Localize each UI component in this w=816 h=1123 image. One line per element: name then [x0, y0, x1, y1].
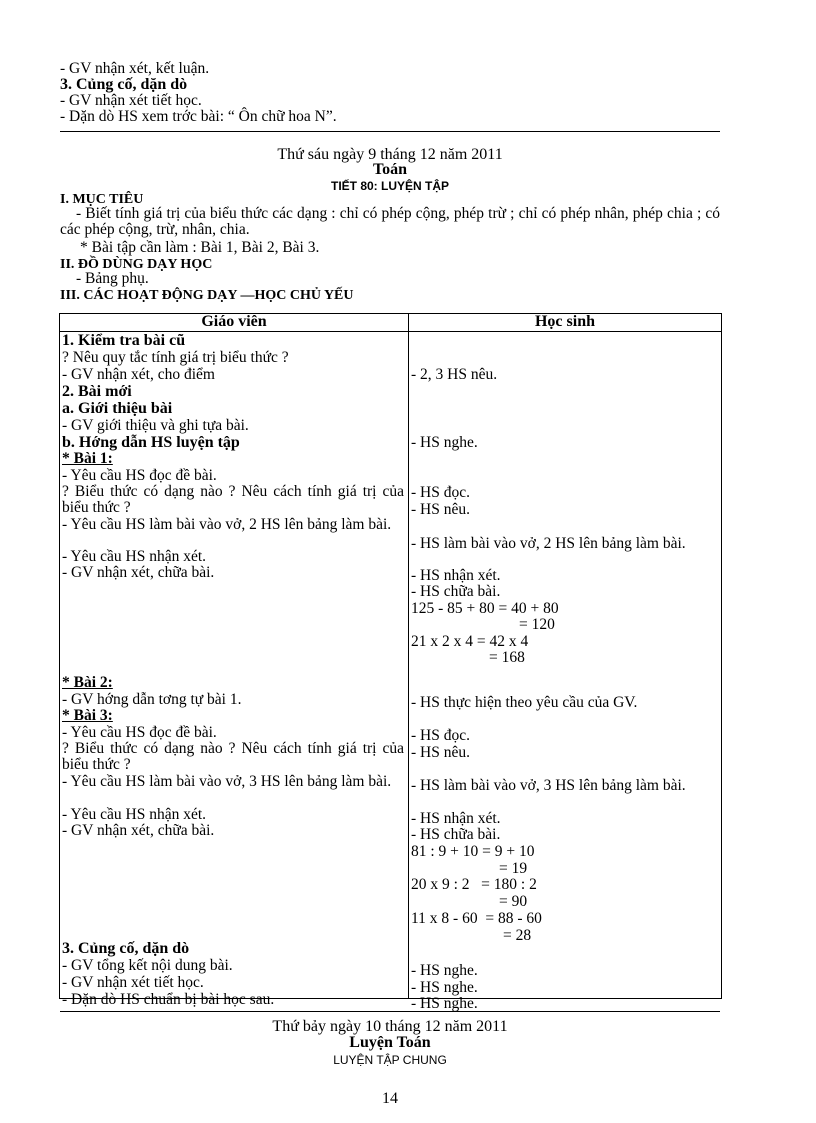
top-line-3: - Dặn dò HS xem trớc bài: “ Ôn chữ hoa N”. — [60, 108, 337, 125]
muc-tieu-text: - Biết tính giá trị của biểu thức các dạng : chỉ có phép cộng, phép trừ ; chỉ có phép nhân, phép chia ; có các phép cộng, trừ, nhân, chia. — [60, 205, 720, 238]
hs-gt: - HS nghe. — [411, 434, 478, 451]
gv-hd-title: b. Hớng dẫn HS luyện tập — [62, 434, 240, 451]
page-number: 14 — [382, 1090, 398, 1107]
hs-b3-expr3-result: = 28 — [503, 927, 532, 944]
gv-b3-l4: - Yêu cầu HS nhận xét. — [62, 806, 207, 823]
top-line-1: - GV nhận xét, kết luận. — [60, 60, 210, 77]
hs-b3-nx: - HS nhận xét. — [411, 810, 501, 827]
divider-2 — [60, 1011, 720, 1012]
day1-subject: Toán — [372, 161, 408, 178]
gv-b3-l1: - Yêu cầu HS đọc đề bài. — [62, 724, 217, 741]
hs-b3-lam: - HS làm bài vào vở, 3 HS lên bảng làm bài. — [411, 777, 686, 794]
gv-b2-title: * Bài 2: — [62, 674, 113, 691]
hs-b1-expr2: 21 x 2 x 4 = 42 x 4 — [411, 633, 529, 650]
hs-b3-expr1: 81 : 9 + 10 = 9 + 10 — [411, 843, 535, 860]
muc-tieu-title: I. MỤC TIÊU — [60, 192, 144, 207]
teacher-column — [60, 332, 409, 1008]
hoat-dong-title: III. CÁC HOẠT ĐỘNG DẠY —HỌC CHỦ YẾU — [60, 288, 354, 303]
muc-tieu-bt: * Bài tập cần làm : Bài 1, Bài 2, Bài 3. — [80, 239, 320, 256]
gv-cc-l2: - GV nhận xét tiết học. — [62, 974, 204, 991]
hs-b1-neu: - HS nêu. — [411, 501, 470, 518]
hs-kt: - 2, 3 HS nêu. — [411, 366, 498, 383]
hs-b1-expr2-result: = 168 — [489, 649, 525, 666]
hs-b3-neu: - HS nêu. — [411, 744, 470, 761]
gv-b1-l3: - Yêu cầu HS làm bài vào vở, 2 HS lên bảng làm bài. — [62, 516, 392, 533]
gv-kt-q: ? Nêu quy tắc tính giá trị biểu thức ? — [62, 349, 289, 366]
hs-b3-expr3: 11 x 8 - 60 = 88 - 60 — [411, 910, 542, 927]
gv-kt-title: 1. Kiểm tra bài cũ — [62, 332, 186, 349]
hs-b3-doc: - HS đọc. — [411, 727, 470, 744]
day2-lesson: LUYỆN TẬP CHUNG — [333, 1053, 447, 1067]
do-dung-title: II. ĐỒ DÙNG DẠY HỌC — [60, 257, 213, 272]
hs-b1-expr1-result: = 120 — [519, 616, 555, 633]
gv-b2-l1: - GV hớng dẫn tơng tự bài 1. — [62, 691, 242, 708]
gv-b1-l2: ? Biểu thức có dạng nào ? Nêu cách tính giá trị của biểu thức ? — [62, 483, 404, 516]
gv-b1-l5: - GV nhận xét, chữa bài. — [62, 564, 215, 581]
day1-date: Thứ sáu ngày 9 tháng 12 năm 2011 — [277, 146, 503, 163]
gv-b3-title: * Bài 3: — [62, 707, 113, 724]
hs-b1-expr1: 125 - 85 + 80 = 40 + 80 — [411, 600, 559, 617]
hs-b3-expr2-result: = 90 — [499, 893, 528, 910]
gv-cc-l1: - GV tổng kết nội dung bài. — [62, 957, 233, 974]
gv-b1-title: * Bài 1: — [62, 450, 113, 467]
gv-kt-nx: - GV nhận xét, cho điểm — [62, 366, 215, 383]
gv-b1-l4: - Yêu cầu HS nhận xét. — [62, 548, 207, 565]
student-column — [409, 332, 722, 1012]
top-line-2: - GV nhận xét tiết học. — [60, 92, 202, 109]
divider-1 — [60, 131, 720, 132]
gv-gt-title: a. Giới thiệu bài — [62, 400, 173, 417]
lesson-table — [59, 313, 722, 1012]
gv-b3-l3: - Yêu cầu HS làm bài vào vở, 3 HS lên bảng làm bài. — [62, 773, 392, 790]
hs-b1-chua: - HS chữa bài. — [411, 583, 501, 600]
hs-b2: - HS thực hiện theo yêu cầu của GV. — [411, 694, 638, 711]
day2-subject: Luyện Toán — [349, 1034, 431, 1051]
header-teacher: Giáo viên — [60, 314, 409, 332]
hs-b3-chua: - HS chữa bài. — [411, 826, 501, 843]
hs-b1-lam: - HS làm bài vào vở, 2 HS lên bảng làm bài. — [411, 535, 686, 552]
day1-lesson: TIẾT 80: LUYỆN TẬP — [330, 179, 449, 193]
gv-gt-text: - GV giới thiệu và ghi tựa bài. — [62, 417, 249, 434]
hs-b3-expr2: 20 x 9 : 2 = 180 : 2 — [411, 876, 537, 893]
gv-cc-title: 3. Củng cố, dặn dò — [62, 940, 190, 957]
hs-cc-2: - HS nghe. — [411, 979, 478, 996]
hs-b1-nx: - HS nhận xét. — [411, 567, 501, 584]
gv-bm-title: 2. Bài mới — [62, 383, 132, 400]
gv-cc-l3: - Dặn dò HS chuẩn bị bài học sau. — [62, 991, 275, 1008]
day2-date: Thứ bảy ngày 10 tháng 12 năm 2011 — [272, 1018, 508, 1035]
hs-cc-3: - HS nghe. — [411, 995, 478, 1012]
do-dung-text: - Bảng phụ. — [76, 270, 149, 287]
gv-b3-l5: - GV nhận xét, chữa bài. — [62, 822, 215, 839]
top-heading: 3. Củng cố, dặn dò — [60, 76, 188, 93]
hs-b1-doc: - HS đọc. — [411, 484, 470, 501]
header-student: Học sinh — [409, 314, 722, 332]
hs-cc-1: - HS nghe. — [411, 962, 478, 979]
gv-b3-l2: ? Biểu thức có dạng nào ? Nêu cách tính giá trị của biểu thức ? — [62, 740, 404, 773]
hs-b3-expr1-result: = 19 — [499, 860, 528, 877]
gv-b1-l1: - Yêu cầu HS đọc đề bài. — [62, 467, 217, 484]
